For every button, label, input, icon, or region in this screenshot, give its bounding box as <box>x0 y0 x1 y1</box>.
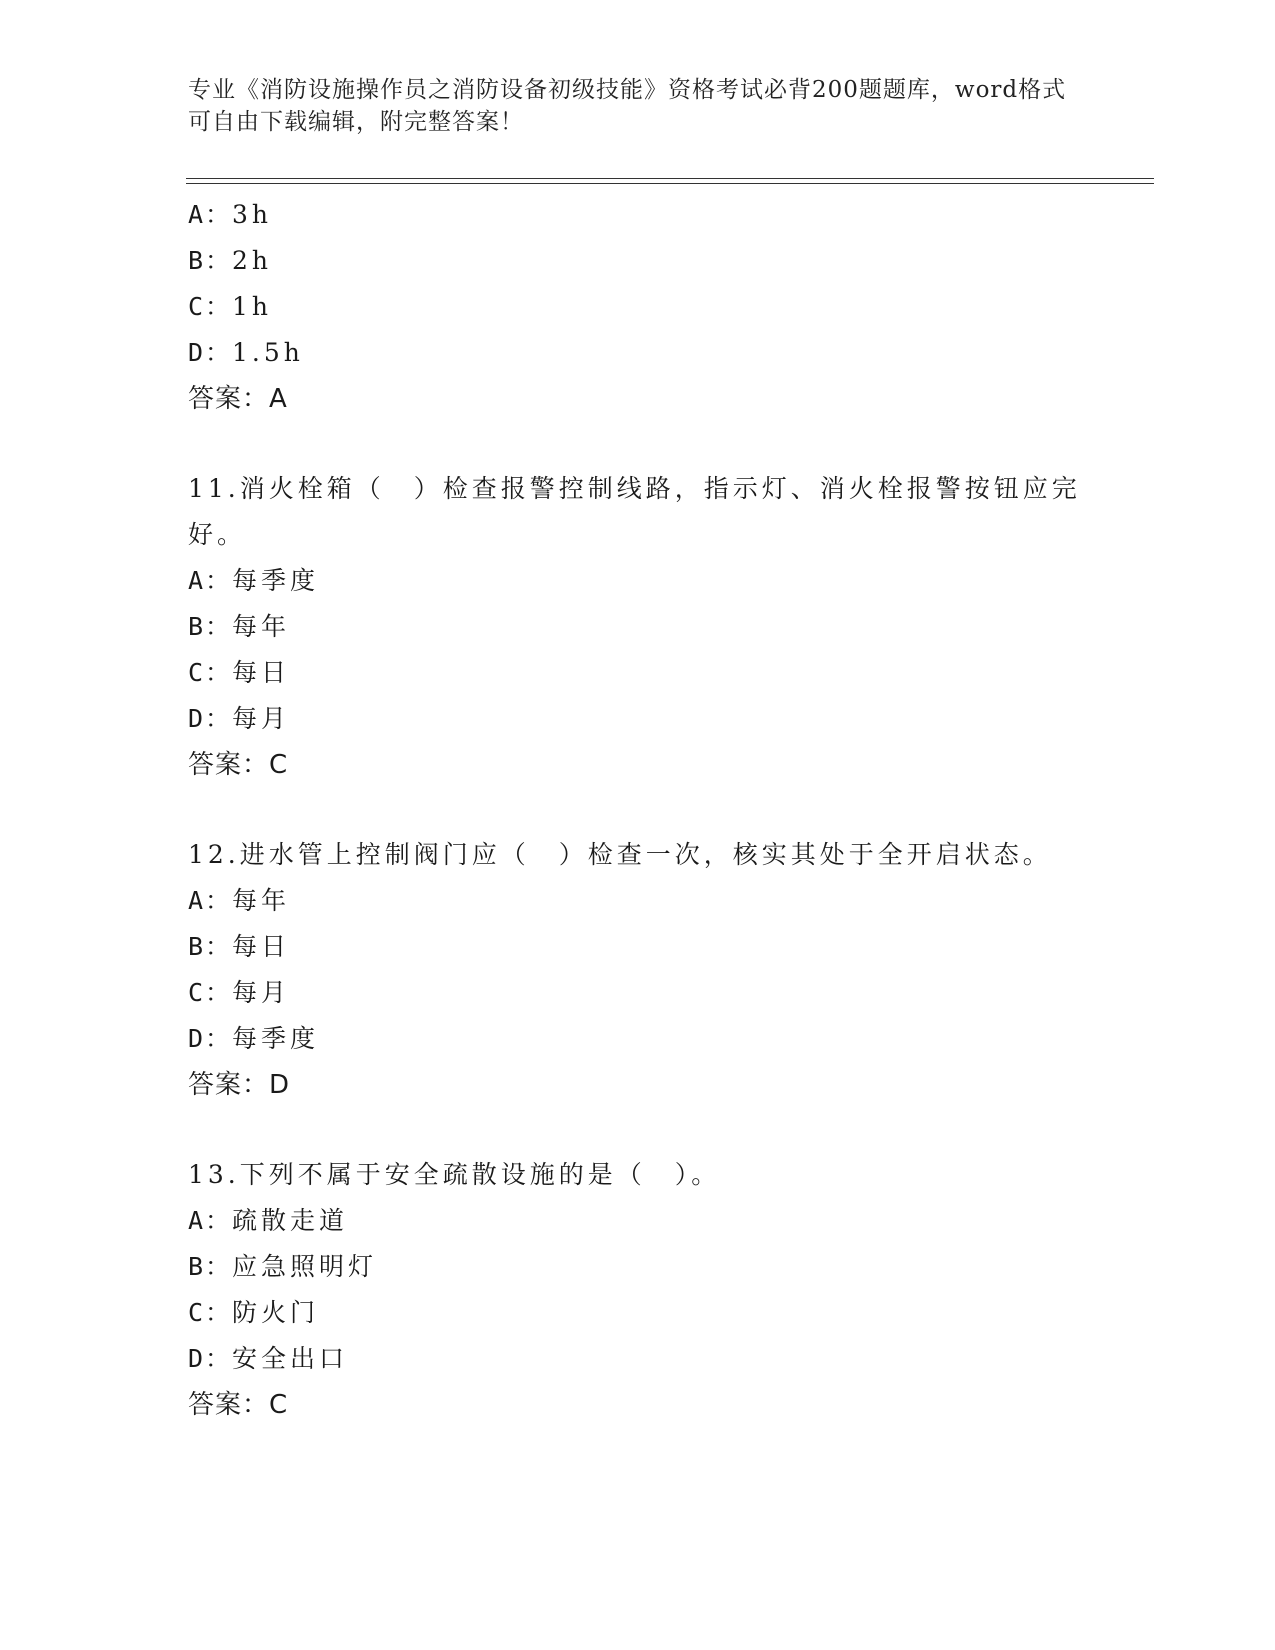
document-header: 专业《消防设施操作员之消防设备初级技能》资格考试必背200题题库，word格式可自由下载编辑，附完整答案！ <box>188 77 1067 135</box>
option-d: D：每月 <box>188 704 291 733</box>
option-a: A：疏散走道 <box>188 1206 349 1235</box>
question-stem: 12.进水管上控制阀门应（ ）检查一次，核实其处于全开启状态。 <box>188 840 1052 869</box>
option-c: C：防火门 <box>188 1298 320 1327</box>
question-block-13 <box>188 1152 1088 1428</box>
question-stem: 11.消火栓箱（ ）检查报警控制线路，指示灯、消火栓报警按钮应完好。 <box>188 474 1081 549</box>
option-c: C：每日 <box>188 658 291 687</box>
question-block-11 <box>188 466 1088 788</box>
option-c: C：每月 <box>188 978 291 1007</box>
answer-line: 答案：C <box>188 750 289 780</box>
option-d: D：1.5h <box>188 338 304 367</box>
option-b: B：2h <box>188 246 273 275</box>
answer-line: 答案：D <box>188 1070 291 1100</box>
option-d: D：每季度 <box>188 1024 320 1053</box>
option-a: A：每年 <box>188 886 291 915</box>
question-block-12 <box>188 832 1088 1108</box>
option-b: B：每年 <box>188 612 291 641</box>
header-divider-bottom <box>186 183 1154 184</box>
option-c: C：1h <box>188 292 273 321</box>
option-a: A：每季度 <box>188 566 320 595</box>
question-stem: 13.下列不属于安全疏散设施的是（ ）。 <box>188 1160 721 1189</box>
answer-line: 答案：A <box>188 384 288 414</box>
question-block-prev <box>188 192 1088 422</box>
option-b: B：应急照明灯 <box>188 1252 378 1281</box>
answer-line: 答案：C <box>188 1390 289 1420</box>
option-d: D：安全出口 <box>188 1344 349 1373</box>
option-a: A：3h <box>188 200 273 229</box>
question-list <box>188 192 1088 1428</box>
option-b: B：每日 <box>188 932 291 961</box>
header-divider-top <box>186 178 1154 179</box>
